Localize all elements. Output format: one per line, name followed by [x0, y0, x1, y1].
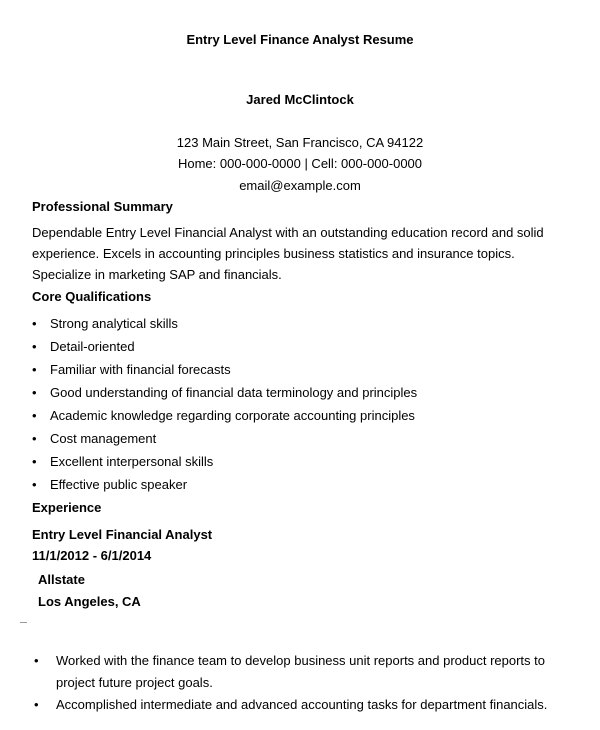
bullet-icon: • — [32, 339, 37, 354]
list-item: • Accomplished intermediate and advanced accounting tasks for department financials. — [32, 694, 572, 716]
list-item: • Cost management — [32, 427, 417, 450]
bullet-icon: • — [32, 385, 37, 400]
qualifications-list — [32, 312, 417, 496]
candidate-name: Jared McClintock — [246, 92, 354, 107]
list-item: • Excellent interpersonal skills — [32, 450, 417, 473]
bullet-icon: • — [32, 362, 37, 377]
bullet-icon: • — [32, 454, 37, 469]
core-qualifications-heading: Core Qualifications — [32, 289, 152, 304]
list-item: • Worked with the finance team to develop business unit reports and product reports to project future project goals. — [32, 650, 572, 694]
bullet-icon: • — [34, 653, 39, 668]
list-item: • Effective public speaker — [32, 473, 417, 496]
phone-line: Home: 000-000-0000 | Cell: 000-000-0000 — [177, 156, 423, 171]
email-line: email@example.com — [239, 178, 361, 193]
experience-heading: Experience — [32, 500, 102, 515]
bullet-icon: • — [32, 316, 37, 331]
job-location: Los Angeles, CA — [38, 594, 141, 609]
list-item: • Familiar with financial forecasts — [32, 358, 417, 381]
divider-mark — [20, 622, 27, 623]
professional-summary-text: Dependable Entry Level Financial Analyst with an outstanding education record and solid experience. Excels in accounting principles business statistics and insurance topics. Specialize in marketing SAP and financials. — [32, 225, 544, 282]
bullet-icon: • — [32, 477, 37, 492]
job-title: Entry Level Financial Analyst — [32, 527, 213, 542]
list-item: • Detail-oriented — [32, 335, 417, 358]
document-title: Entry Level Finance Analyst Resume — [186, 32, 414, 47]
experience-duties-list — [32, 650, 572, 716]
list-item: • Good understanding of financial data terminology and principles — [32, 381, 417, 404]
job-dates: 11/1/2012 - 6/1/2014 — [32, 548, 152, 563]
professional-summary-heading: Professional Summary — [32, 199, 173, 214]
address-line: 123 Main Street, San Francisco, CA 94122 — [176, 135, 424, 150]
list-item: • Academic knowledge regarding corporate accounting principles — [32, 404, 417, 427]
bullet-icon: • — [34, 697, 39, 712]
company-name: Allstate — [38, 572, 85, 587]
bullet-icon: • — [32, 431, 37, 446]
bullet-icon: • — [32, 408, 37, 423]
list-item: • Strong analytical skills — [32, 312, 417, 335]
